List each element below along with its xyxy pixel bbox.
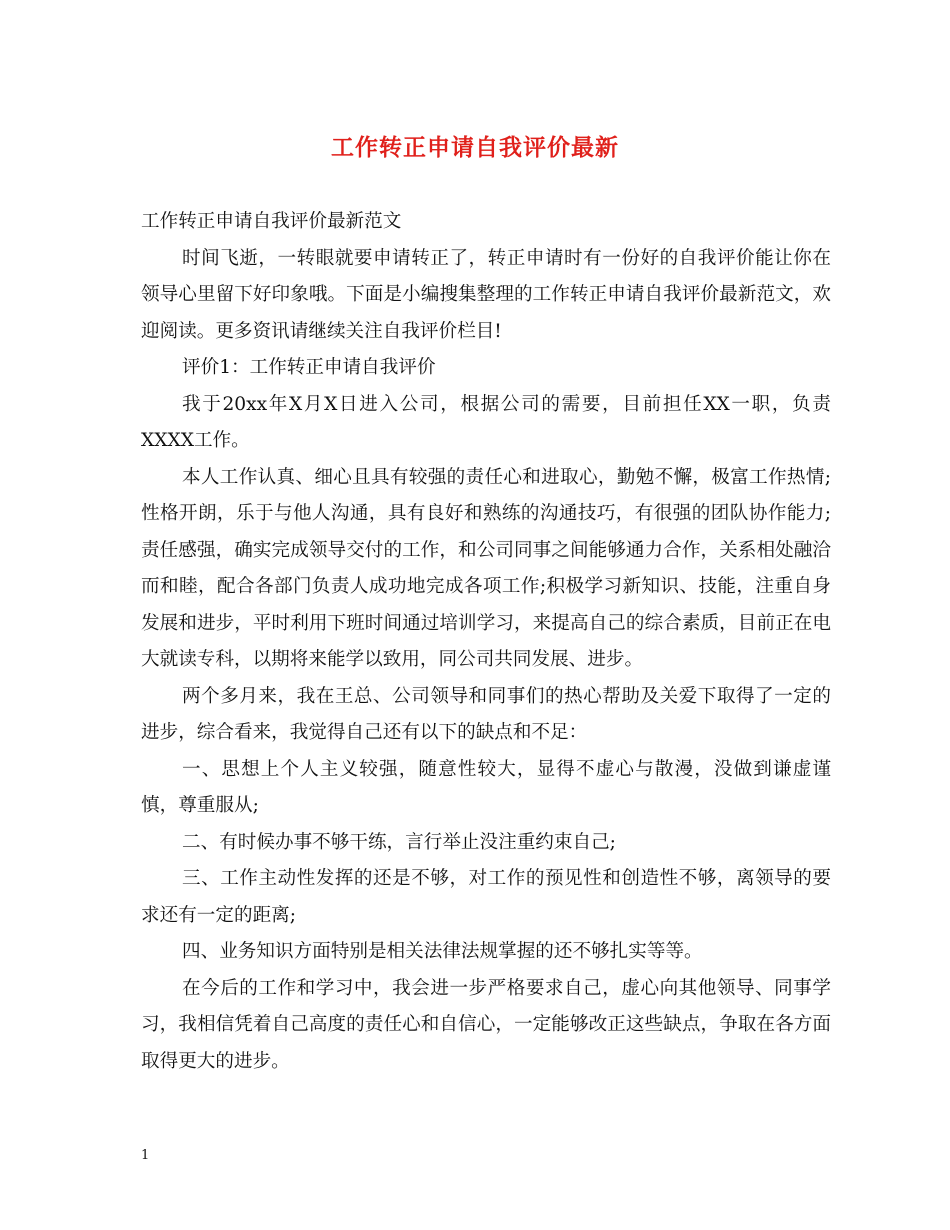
subtitle-paragraph: 工作转正申请自我评价最新范文 [141, 211, 402, 232]
list-item: 一、思想上个人主义较强，随意性较大，显得不虚心与散漫，没做到谦虚谨慎，尊重服从; [141, 758, 831, 816]
body-paragraph: 两个多月来，我在王总、公司领导和同事们的热心帮助及关爱下取得了一定的进步，综合看来，我觉得自己还有以下的缺点和不足： [141, 685, 831, 743]
list-item: 三、工作主动性发挥的还是不够，对工作的预见性和创造性不够，离领导的要求还有一定的距离; [141, 868, 831, 926]
list-item: 四、业务知识方面特别是相关法律法规掌握的还不够扎实等等。 [182, 941, 703, 962]
body-paragraph: 本人工作认真、细心且具有较强的责任心和进取心，勤勉不懈，极富工作热情;性格开朗，乐于与他人沟通，具有良好和熟练的沟通技巧，有很强的团队协作能力;责任感强，确实完成领导交付的工作，和公司同事之间能够通力合作，关系相处融洽而和睦，配合各部门负责人成功地完成各项工作;积极学习新知识、技能，注重自身发展和进步，平时利用下班时间通过培训学习，来提高自己的综合素质，目前正在电大就读专科，以期将来能学以致用，同公司共同发展、进步。 [141, 466, 831, 670]
closing-paragraph: 在今后的工作和学习中，我会进一步严格要求自己，虚心向其他领导、同事学习，我相信凭着自己高度的责任心和自信心，一定能够改正这些缺点，争取在各方面取得更大的进步。 [141, 977, 831, 1072]
document-body [141, 204, 831, 1080]
section-heading: 评价1：工作转正申请自我评价 [182, 357, 436, 378]
document-title: 工作转正申请自我评价最新 [331, 134, 619, 161]
body-paragraph: 我于20xx年X月X日进入公司，根据公司的需要，目前担任XX一职，负责XXXX工作。 [141, 393, 831, 451]
list-item: 二、有时候办事不够干练，言行举止没注重约束自己; [182, 831, 616, 853]
intro-paragraph: 时间飞逝，一转眼就要申请转正了，转正申请时有一份好的自我评价能让你在领导心里留下好印象哦。下面是小编搜集整理的工作转正申请自我评价最新范文，欢迎阅读。更多资讯请继续关注自我评价栏目! [141, 247, 831, 342]
page-number: 1 [141, 1148, 150, 1163]
